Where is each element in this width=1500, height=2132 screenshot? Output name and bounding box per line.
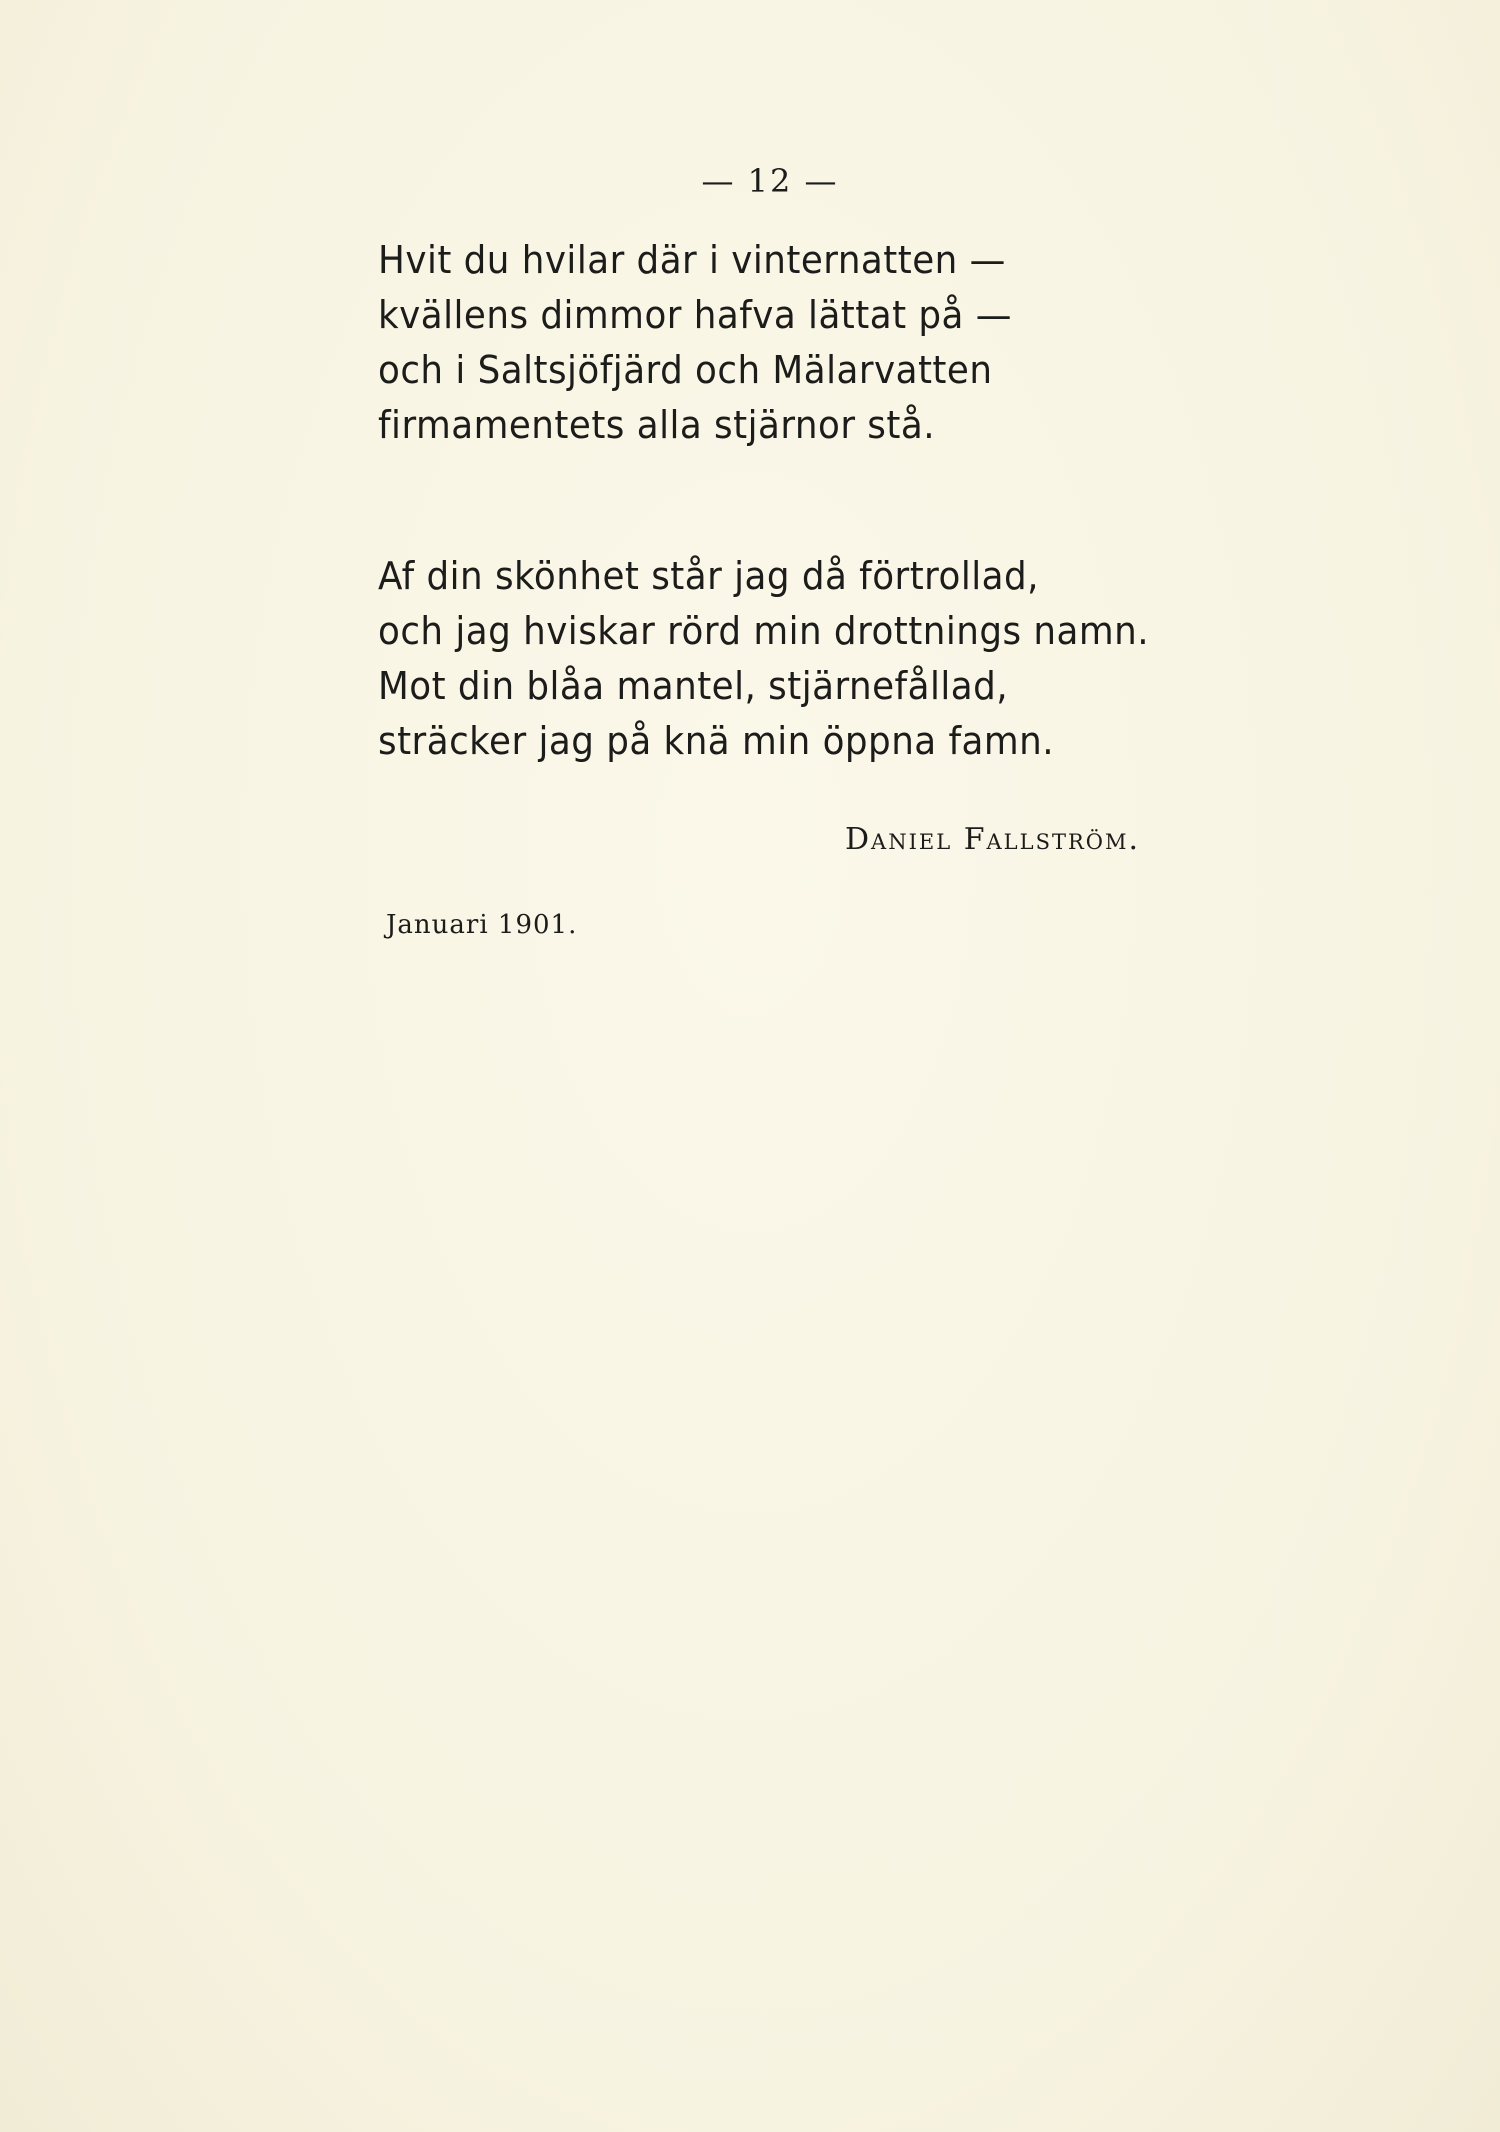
poem-line: och i Saltsjöfjärd och Mälarvatten — [378, 348, 993, 392]
poem-stanza-1 — [378, 233, 1012, 453]
poem-date: Januari 1901. — [386, 910, 578, 940]
poem-line: och jag hviskar rörd min drottnings namn. — [378, 609, 1150, 653]
poem-line: kvällens dimmor hafva lättat på — — [378, 293, 1012, 337]
poem-line: firmamentets alla stjärnor stå. — [378, 403, 936, 447]
poem-line: Mot din blåa mantel, stjärnefållad, — [378, 664, 1009, 708]
poem-line: Hvit du hvilar där i vinternatten — — [378, 238, 1006, 282]
page-number: — 12 — — [701, 162, 839, 200]
author-signature: Daniel Fallström. — [845, 822, 1141, 857]
poem-line: sträcker jag på knä min öppna famn. — [378, 719, 1055, 763]
poem-stanza-2 — [378, 549, 1149, 769]
poem-line: Af din skönhet står jag då förtrollad, — [378, 554, 1039, 598]
